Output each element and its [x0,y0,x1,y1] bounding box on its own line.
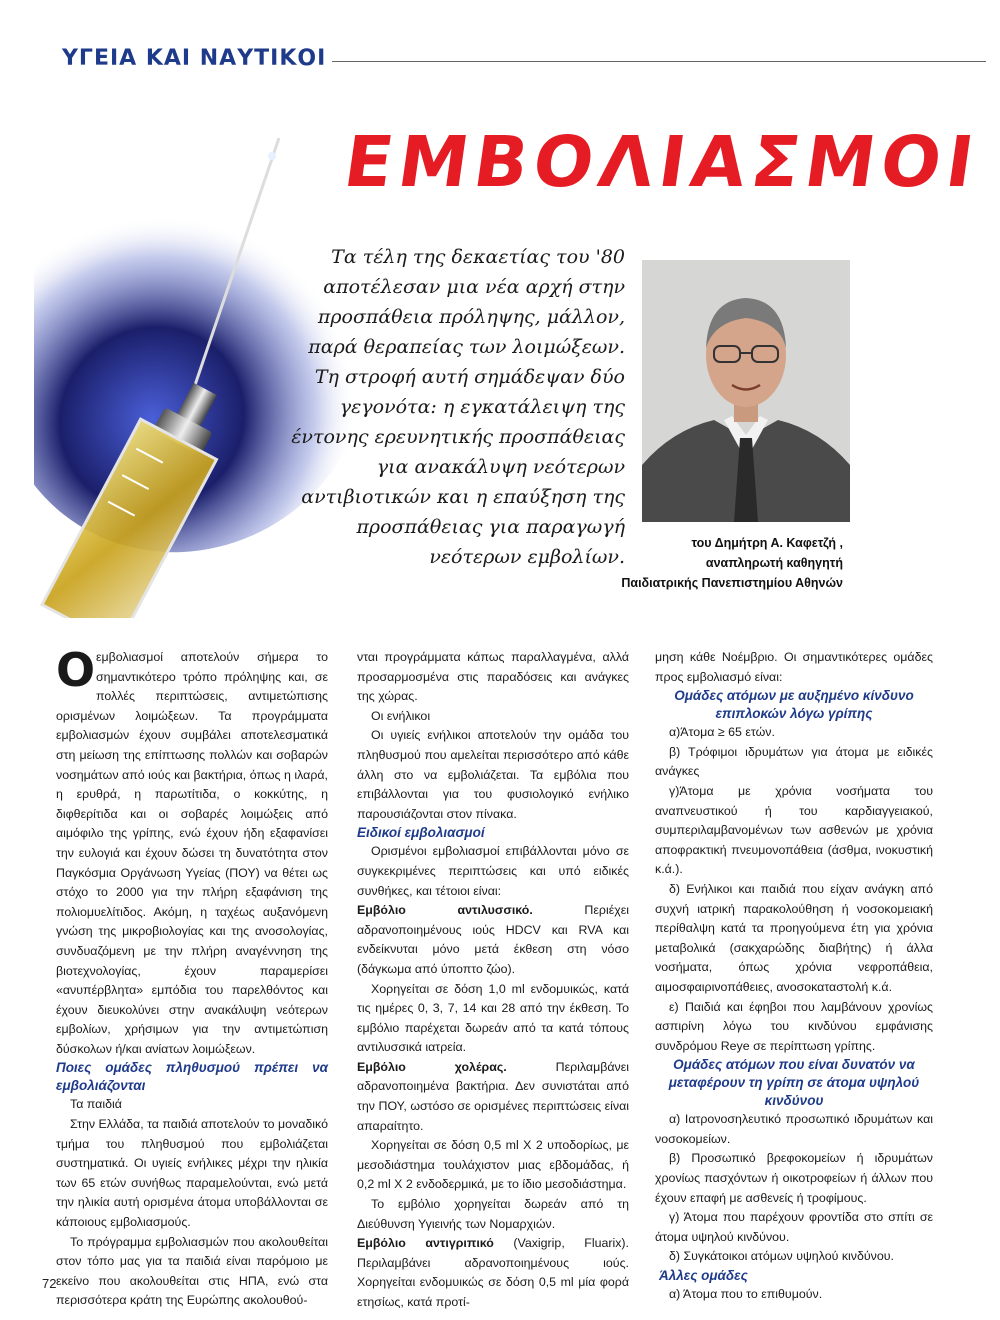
term: Εμβόλιο αντιγριπικό [357,1236,494,1251]
drop-cap: Ο [56,643,96,697]
header-rule [332,61,986,62]
subheading: Ομάδες ατόμων που είναι δυνατόν να μεταφέρουν τη γρίπη σε άτομα υψηλού κινδύνου [668,1057,920,1109]
paragraph: Οι υγιείς ενήλικοι αποτελούν την ομάδα του πληθυσμού που αμελείται περισσότερο από κάθε άλλη στο να εμβολιάζεται. Τα εμβόλια που επιβάλλονται για του φυσιολογικό ενήλικο παρουσιάζονται στον πίνακα. [357,728,629,821]
list-item: β) Προσωπικό βρεφοκομείων ή ιδρυμάτων χρονίως πασχόντων ή οικοτροφείων ή άλλων που έχουν επαφή με ασθενείς ή τροφίμους. [655,1151,933,1205]
list-item: α) Άτομα που το επιθυμούν. [669,1287,823,1302]
list-item: α) Ιατρονοσηλευτικό προσωπικό ιδρυμάτων και νοσοκομείων. [655,1112,933,1146]
byline-name: του Δημήτρη Α. Καφετζή , [691,536,843,550]
term: Εμβόλιο χολέρας. [357,1059,507,1074]
list-item: δ) Ενήλικοι και παιδιά που είχαν ανάγκη από συχνή ιατρική παρακολούθηση ή νοσοκομειακή περίθαλψη κατά τα προηγούμενα έτη για χρόνια μεταβολικά (σακχαρώδης διαβήτης) ή άλλα νοσήματα, όπως χρόνια νεφροπάθεια, αιμοσφαιρινοπάθειες, ανοσοκαταστολή κ.ά. [655,881,933,994]
subheading: Άλλες ομάδες [659,1268,748,1284]
subheading: Ποιες ομάδες πληθυσμού πρέπει να εμβολιάζονται [56,1060,328,1094]
list-item: γ)Άτομα με χρόνια νοσήματα του αναπνευστικού ή του καρδιαγγειακού, συμπεριλαμβανομένων των ασθενών με χρόνια αποφρακτική πνευμονοπάθεια (άσθμα, ινοκυστική κ.ά.). [655,783,933,877]
subheading: Ομάδες ατόμων με αυξημένο κίνδυνο επιπλοκών λόγω γρίπης [674,688,914,722]
list-item: α)Άτομα ≥ 65 ετών. [669,725,775,740]
section-header: ΥΓΕΙΑ ΚΑΙ ΝΑΥΤΙΚΟΙ [62,46,327,71]
author-byline [540,533,843,593]
label: Τα παιδιά [70,1097,122,1112]
author-portrait [642,260,850,522]
paragraph: Ορισμένοι εμβολιασμοί επιβάλλονται μόνο σε συγκεκριμένες περιπτώσεις και υπό ειδικές συνθήκες, και τέτοιοι είναι: [357,844,629,898]
paragraph: Εμβόλιο αντιλυσσικό. Περιέχει αδρανοποιημένους ιούς HDCV και RVA και ενδείκνυται μόνο μετά έκθεση στη νόσο (δάγκωμα από ύποπτο ζώο). [357,903,629,976]
list-item: δ) Συγκάτοικοι ατόμων υψηλού κινδύνου. [669,1249,894,1264]
paragraph: Ο εμβολιασμοί αποτελούν σήμερα το σημαντικότερο τρόπο πρόληψης και, σε πολλές περιπτώσεις, αντιμετώπισης ορισμένων λοιμώξεων. Τα προγράμματα εμβολιασμών έχουν συμβάλει αποτελεσματικά στη μείωση της επίπτωσης πολλών και σοβαρών νοσημάτων από ιούς και βακτήρια, όπως η ιλαρά, η ερυθρά, η παρωτίτιδα, ο κοκκύτης, η διφθερίτιδα και οι σοβαρές λοιμώξεις από αιμόφιλο της γρίπης, ενώ έχουν ήδη εξαφανίσει την ευλογιά και έχουν δώσει τη δυνατότητα στον Παγκόσμια Οργάνωση Υγείας (ΠΟΥ) να θέτει ως στόχο το 2000 για την πλήρη εξαφάνιση της πολιομυελίτιδος. Ακόμη, η ταχέως αυξανόμενη γνώση της μικροβιολογίας και της ανοσολογίας, συνδυαζόμενη με την πλήρη αναγέννηση της βιοτεχνολογίας, έχουν παραμερίσει «ανυπέρβλητα» εμπόδια του παρελθόντος και έχουν διευκολύνει στην ανακάλυψη νεότερων εμβολίων, χρήσιμων για την αντιμετώπιση δύσκολων ή/και ανίατων λοιμώξεων. [56,643,328,1056]
article-column-1 [56,643,328,1311]
byline-position: αναπληρωτή καθηγητή [705,556,843,570]
label: Οι ενήλικοι [371,708,431,723]
term: Εμβόλιο αντιλυσσικό. [357,903,533,918]
byline-department: Παιδιατρικής Πανεπιστημίου Αθηνών [621,576,843,590]
subheading: Ειδικοί εμβολιασμοί [357,825,485,841]
paragraph: Εμβόλιο αντιγριπικό (Vaxigrip, Fluarix). Περιλαμβάνει αδρανοποιημένους ιούς. Χορηγείται ενδομυικώς σε δόση 0,5 ml μία φορά ετησίως, κατά προτί- [357,1236,629,1309]
list-item: γ) Άτομα που παρέχουν φροντίδα στο σπίτι σε άτομα υψηλού κινδύνου. [655,1210,933,1244]
paragraph: Στην Ελλάδα, τα παιδιά αποτελούν το μοναδικό τμήμα του πληθυσμού που εμβολιάζεται συστηματικά. Οι υγιείς ενήλικες μέχρι την ηλικία των 65 ετών συνήθως παραμελούνται, ενώ μετά την ηλικία αυτή ορισμένα άτομα υποβάλλονται σε κάποιους εμβολιασμούς. [56,1117,328,1230]
list-item: β) Τρόφιμοι ιδρυμάτων για άτομα με ειδικές ανάγκες [655,744,933,779]
article-title: ΕΜΒΟΛΙΑΣΜΟΙ [339,121,985,203]
list-item: ε) Παιδιά και έφηβοι που λαμβάνουν χρονίως ασπιρίνη λόγω του κινδύνου εμφάνισης συνδρόμου Reye σε περίπτωση γρίπης. [655,999,933,1053]
article-column-3 [655,648,933,1305]
paragraph: νται προγράμματα κάπως παραλλαγμένα, αλλά προσαρμοσμένα στις παραδόσεις και ανάγκες της χώρας. [357,650,629,704]
page-number: 72 [42,1276,57,1291]
paragraph: Εμβόλιο χολέρας. Περιλαμβάνει αδρανοποιημένα βακτήρια. Δεν συνιστάται από την ΠΟΥ, ωστόσο σε ορισμένες περιπτώσεις είναι απαραίτητο. [357,1059,629,1133]
paragraph: Το εμβόλιο χορηγείται δωρεάν από τη Διεύθυνση Υγιεινής των Νομαρχιών. [357,1197,629,1231]
article-column-2 [357,648,629,1313]
paragraph: μηση κάθε Νοέμβριο. Οι σημαντικότερες ομάδες προς εμβολιασμό είναι: [655,650,933,684]
paragraph: Χορηγείται σε δόση 1,0 ml ενδομυικώς, κατά τις ημέρες 0, 3, 7, 14 και 28 από την έκθεση. Το εμβόλιο παρέχεται δωρεάν από τα κατά τόπους αντιλυσσικά ιατρεία. [357,981,629,1055]
paragraph: Χορηγείται σε δόση 0,5 ml X 2 υποδορίως, με μεσοδιάστημα τουλάχιστον μιας εβδομάδας, ή 0,2 ml X 2 ενδοδερμικά, με το ίδιο μεσοδιάστημα. [357,1138,629,1192]
intro-paragraph: Τα τέλη της δεκαετίας του '80 αποτέλεσαν μια νέα αρχή στην προσπάθεια πρόληψης, μάλλον, παρά θεραπείας των λοιμώξεων. Τη στροφή αυτή σημάδεψαν δύο γεγονότα: η εγκατάλειψη της έντονης ερευνητικής προσπάθειας για ανακάλυψη νεότερων αντιβιοτικών και η επαύξηση της προσπάθειας για παραγωγή νεότερων εμβολίων. [291,246,625,568]
paragraph: Το πρόγραμμα εμβολιασμών που ακολουθείται στον τόπο μας για τα παιδιά είναι παρόμοιο με εκείνο που ακολουθείται στις ΗΠΑ, ενώ στα περισσότερα κράτη της Ευρώπης ακολουθού- [56,1234,328,1308]
